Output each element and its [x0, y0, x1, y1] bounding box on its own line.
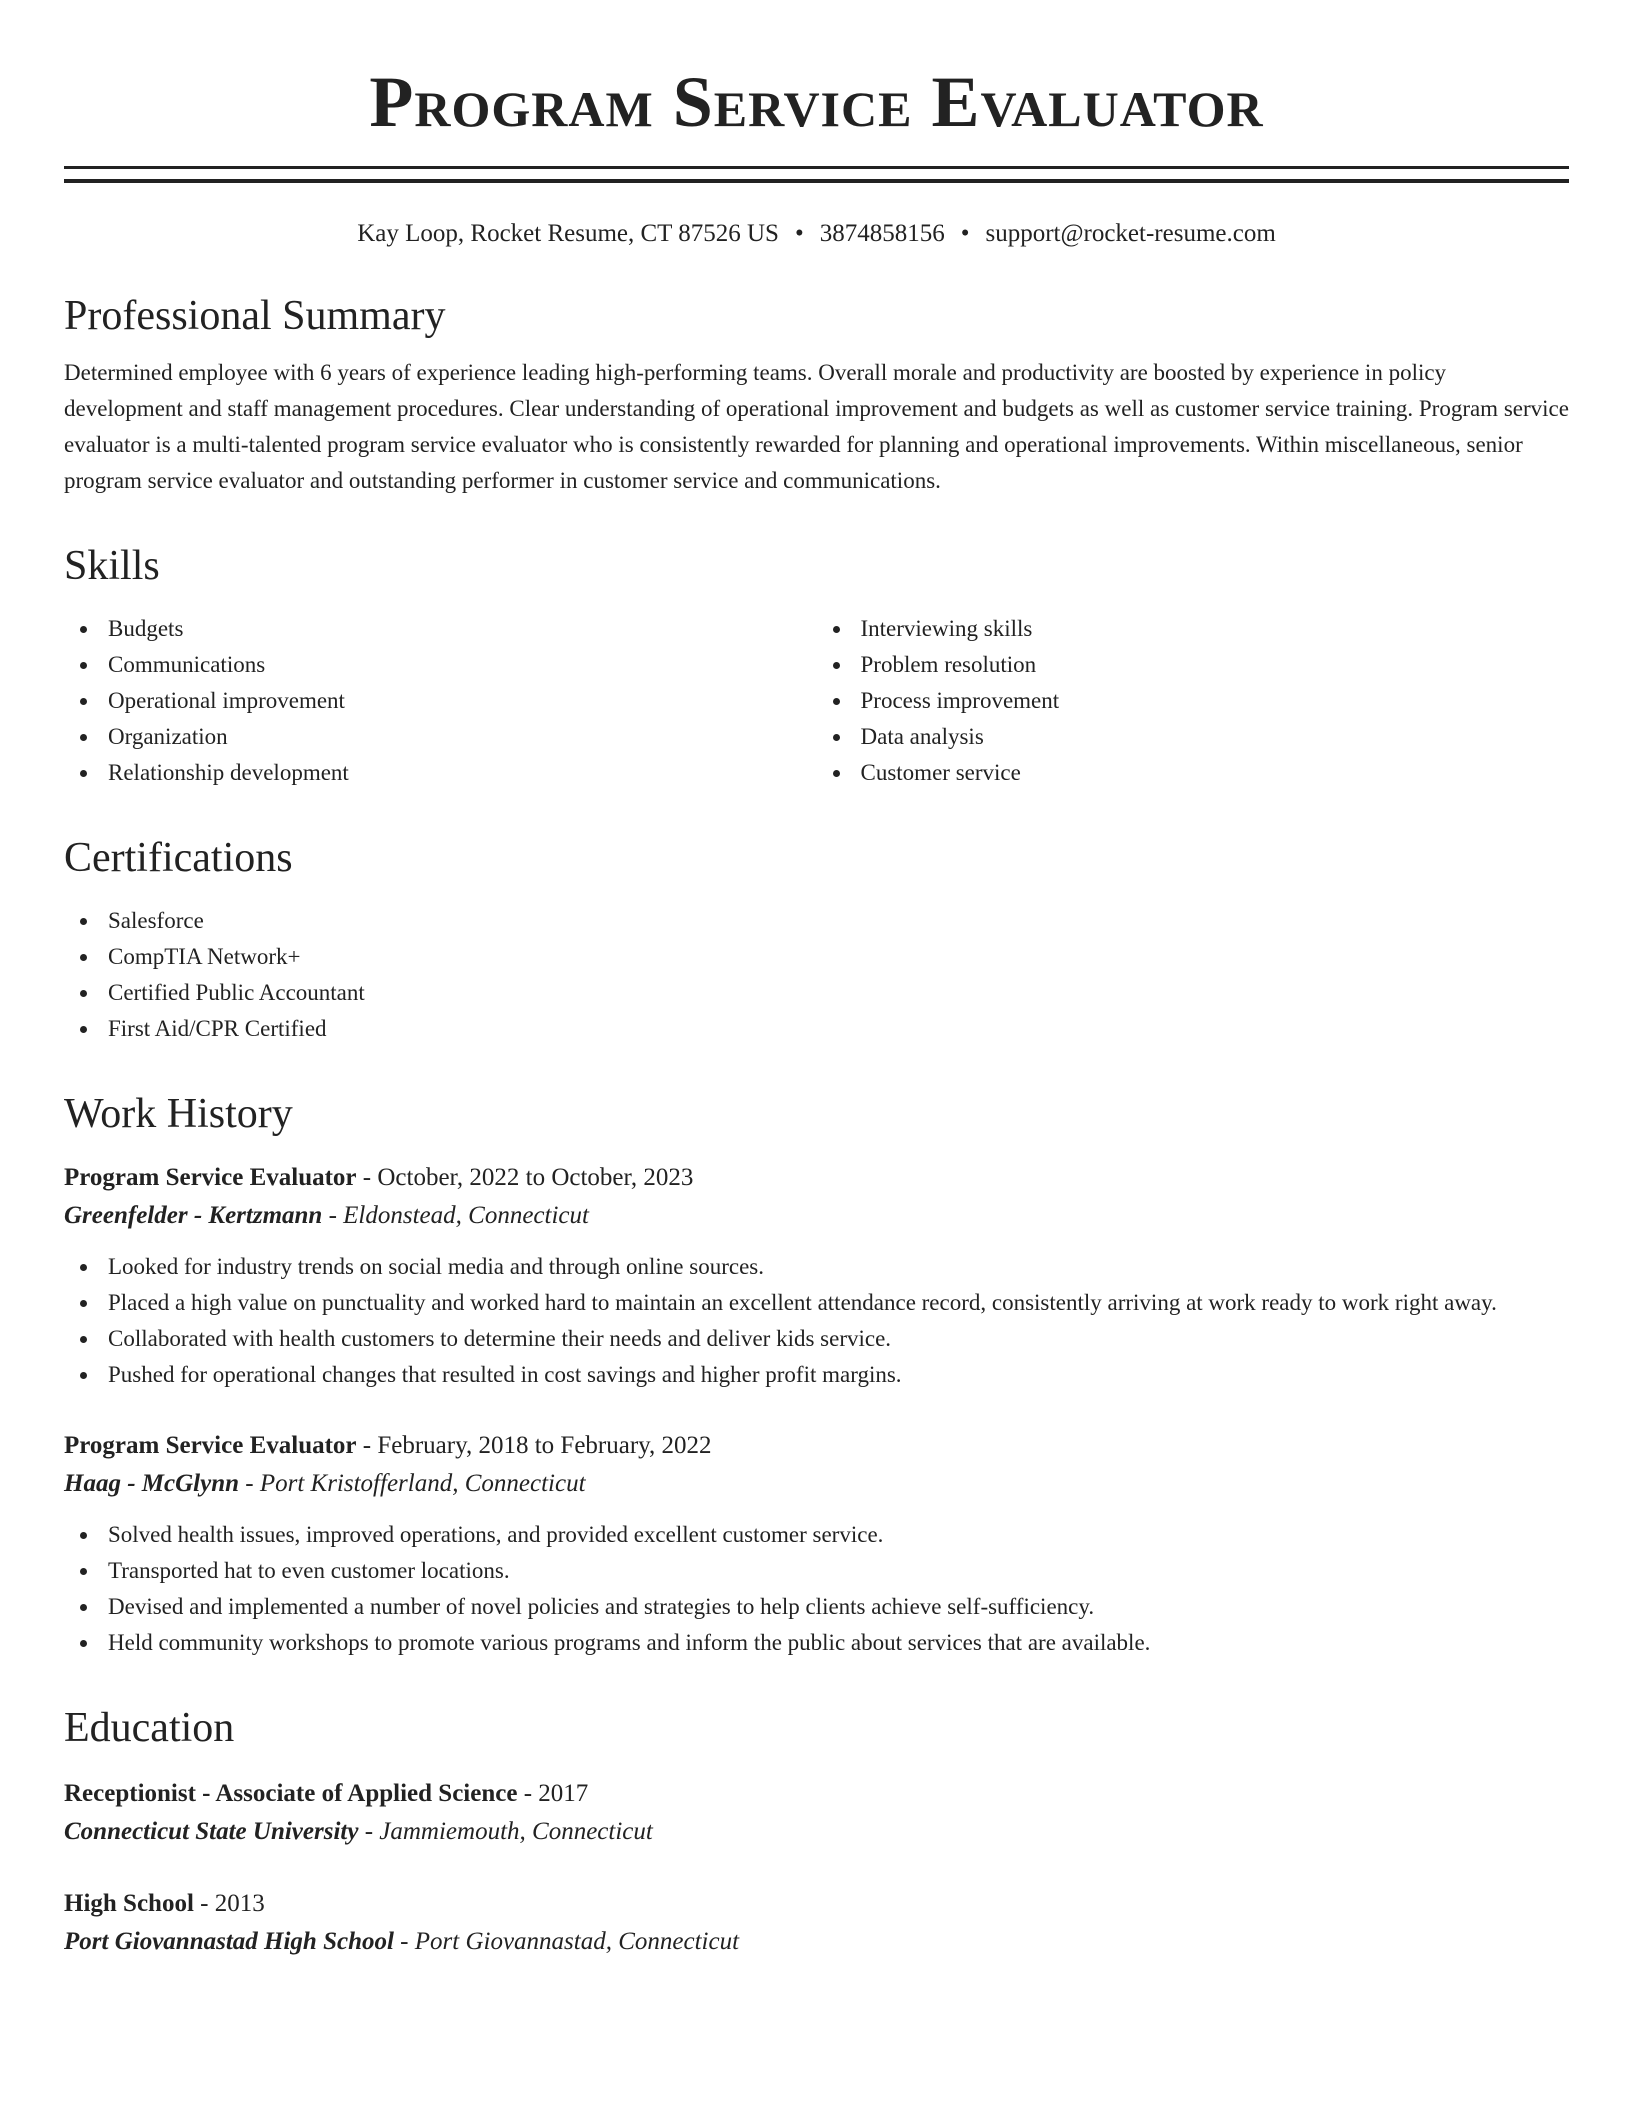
section-heading-education: Education [64, 1705, 235, 1751]
certifications-section [64, 833, 1569, 1047]
skill-item: Budgets [64, 611, 817, 647]
skill-item: Problem resolution [817, 647, 1570, 683]
skill-item: Process improvement [817, 683, 1570, 719]
header-divider [64, 166, 1569, 183]
certification-item: First Aid/CPR Certified [64, 1011, 1569, 1047]
contact-line [64, 219, 1569, 249]
job-title: Program Service Evaluator [64, 1432, 357, 1459]
section-heading-work-history: Work History [64, 1091, 293, 1137]
skill-item: Data analysis [817, 719, 1570, 755]
job-bullet: Transported hat to even customer locations. [64, 1553, 1569, 1589]
contact-email: support@rocket-resume.com [985, 220, 1276, 247]
resume-name-title: Program Service Evaluator [369, 62, 1264, 142]
job-header: Program Service Evaluator - October, 2022 to October, 2023 [64, 1164, 694, 1191]
section-heading-certifications: Certifications [64, 835, 293, 881]
certification-item: Salesforce [64, 903, 1569, 939]
job-bullet: Held community workshops to promote various programs and inform the public about services that are available. [64, 1625, 1569, 1661]
skill-item: Communications [64, 647, 817, 683]
job-entry [64, 1427, 1569, 1661]
skill-item: Interviewing skills [817, 611, 1570, 647]
resume-page [64, 0, 1569, 1961]
certification-item: CompTIA Network+ [64, 939, 1569, 975]
job-bullets [64, 1517, 1569, 1661]
education-header: High School - 2013 [64, 1890, 265, 1917]
job-entry [64, 1159, 1569, 1393]
job-dates: February, 2018 to February, 2022 [377, 1432, 712, 1459]
job-title: Program Service Evaluator [64, 1164, 357, 1191]
skills-section [64, 541, 1569, 791]
education-school-line: Connecticut State University - Jammiemouth, Connecticut [64, 1818, 653, 1845]
education-year: 2017 [538, 1780, 589, 1807]
job-location: Eldonstead, Connecticut [343, 1202, 589, 1229]
job-company-line: Haag - McGlynn - Port Kristofferland, Connecticut [64, 1470, 586, 1497]
education-header: Receptionist - Associate of Applied Science - 2017 [64, 1780, 589, 1807]
job-company-line: Greenfelder - Kertzmann - Eldonstead, Connecticut [64, 1202, 589, 1229]
education-entry [64, 1775, 1569, 1851]
education-section [64, 1703, 1569, 1961]
job-company: Haag - McGlynn [64, 1470, 239, 1497]
job-bullet: Devised and implemented a number of novel policies and strategies to help clients achieve self-sufficiency. [64, 1589, 1569, 1625]
job-bullet: Placed a high value on punctuality and worked hard to maintain an excellent attendance record, consistently arriving at work ready to work right away. [64, 1285, 1569, 1321]
job-bullet: Looked for industry trends on social media and through online sources. [64, 1249, 1569, 1285]
education-school-line: Port Giovannastad High School - Port Giovannastad, Connecticut [64, 1928, 740, 1955]
work-history-section [64, 1089, 1569, 1661]
skills-list-left [64, 611, 817, 791]
education-school: Connecticut State University [64, 1818, 359, 1845]
job-bullets [64, 1249, 1569, 1393]
job-company: Greenfelder - Kertzmann [64, 1202, 323, 1229]
summary-text: Determined employee with 6 years of experience leading high-performing teams. Overall morale and productivity are boosted by experience in policy development and staff management procedures. Clear understanding of operational improvement and budgets as well as customer service training. Program service evaluator is a multi-talented program service evaluator who is consistently rewarded for planning and operational improvements. Within miscellaneous, senior program service evaluator and outstanding performer in customer service and communications. [64, 360, 1569, 493]
education-degree: Receptionist - Associate of Applied Science [64, 1780, 518, 1807]
job-bullet: Solved health issues, improved operations, and provided excellent customer service. [64, 1517, 1569, 1553]
skill-item: Customer service [817, 755, 1570, 791]
skills-list-right [817, 611, 1570, 791]
section-heading-skills: Skills [64, 543, 160, 589]
contact-phone: 3874858156 [819, 220, 945, 247]
certification-item: Certified Public Accountant [64, 975, 1569, 1011]
education-entry [64, 1885, 1569, 1961]
skill-item: Relationship development [64, 755, 817, 791]
education-school: Port Giovannastad High School [64, 1928, 394, 1955]
contact-address: Kay Loop, Rocket Resume, CT 87526 US [357, 220, 779, 247]
skills-columns [64, 611, 1569, 791]
section-heading-summary: Professional Summary [64, 293, 446, 339]
contact-separator: • [794, 220, 804, 247]
education-location: Port Giovannastad, Connecticut [414, 1928, 740, 1955]
job-location: Port Kristofferland, Connecticut [259, 1470, 586, 1497]
contact-separator: • [960, 220, 970, 247]
job-bullet: Collaborated with health customers to determine their needs and deliver kids service. [64, 1321, 1569, 1357]
education-location: Jammiemouth, Connecticut [379, 1818, 653, 1845]
education-year: 2013 [214, 1890, 265, 1917]
job-bullet: Pushed for operational changes that resulted in cost savings and higher profit margins. [64, 1357, 1569, 1393]
skill-item: Operational improvement [64, 683, 817, 719]
job-dates: October, 2022 to October, 2023 [377, 1164, 694, 1191]
job-header: Program Service Evaluator - February, 2018 to February, 2022 [64, 1432, 712, 1459]
skill-item: Organization [64, 719, 817, 755]
certifications-list [64, 903, 1569, 1047]
education-degree: High School [64, 1890, 194, 1917]
summary-section [64, 291, 1569, 499]
